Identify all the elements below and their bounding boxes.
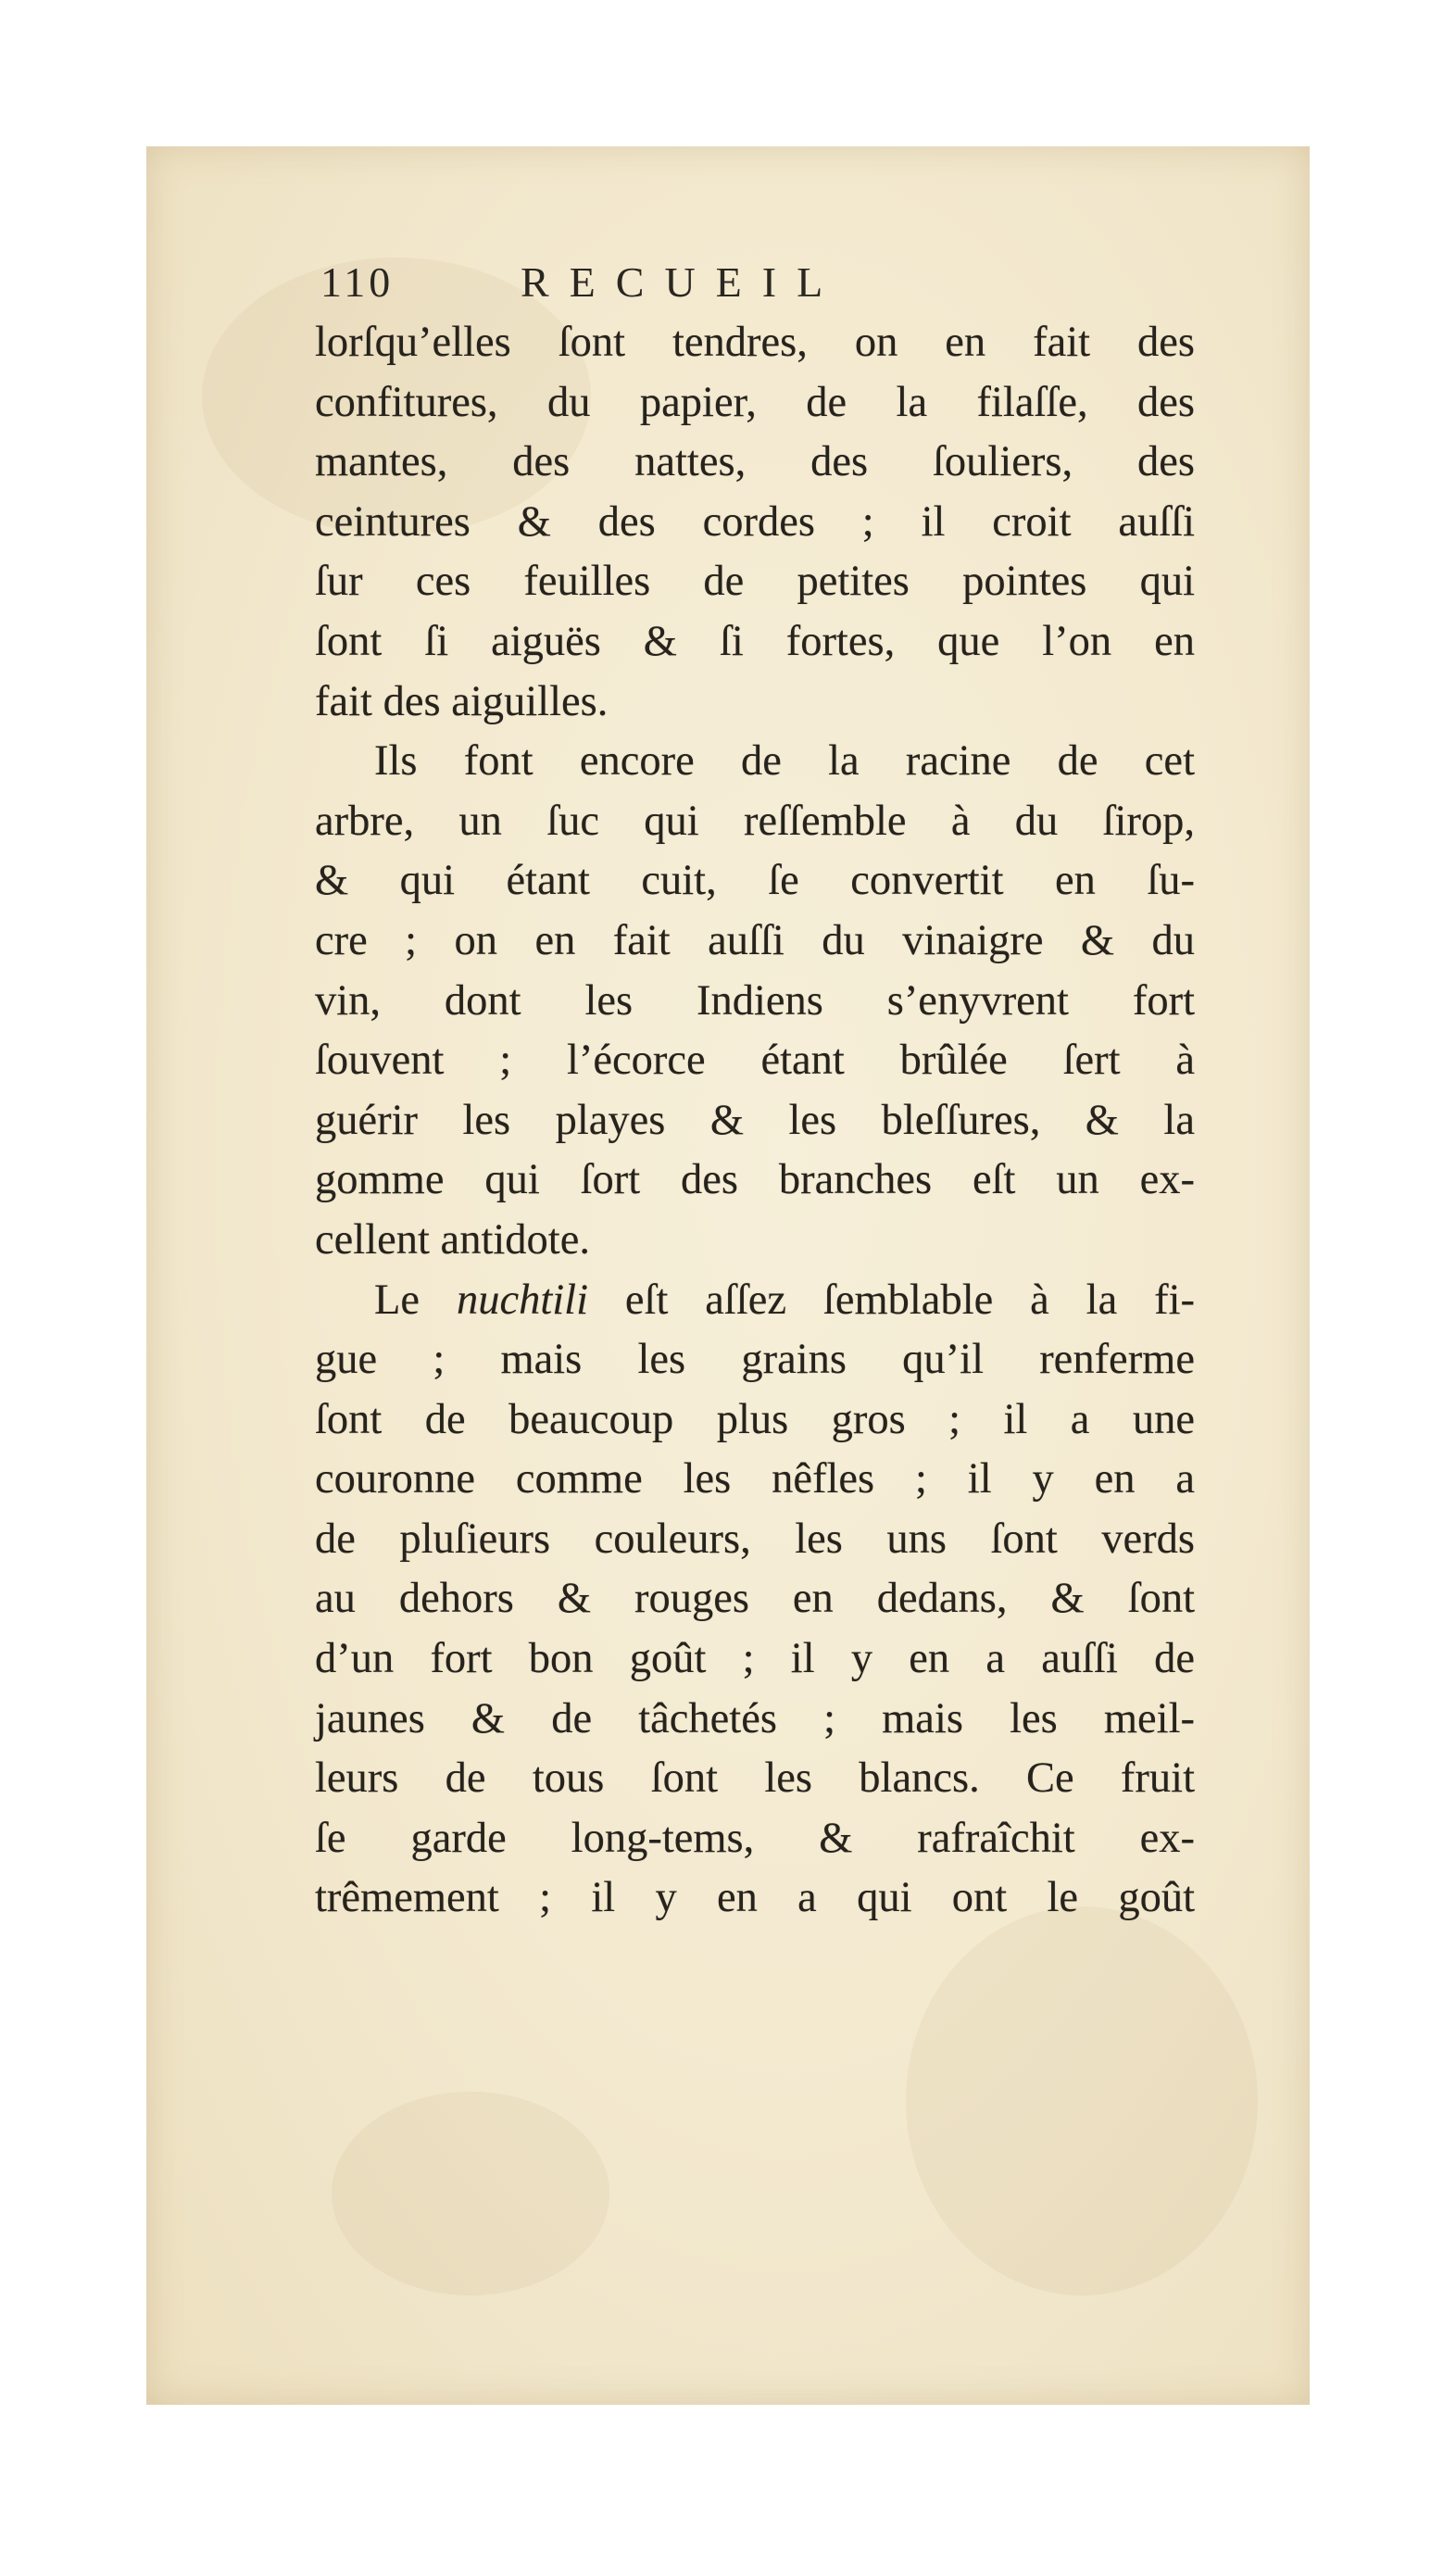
text-line: ceintures & des cordes ; il croit auſſi (315, 497, 1195, 546)
paper-stain (906, 1906, 1258, 2295)
text-line: ſouvent ; l’écorce étant brûlée ſert à (315, 1037, 1195, 1085)
text-line: arbre, un ſuc qui reſſemble à du ſirop, (315, 797, 1195, 845)
text-line: fait des aiguilles. (315, 677, 609, 725)
text-line: mantes, des nattes, des ſouliers, des (315, 438, 1195, 486)
text-line: leurs de tous ſont les blancs. Ce fruit (315, 1754, 1195, 1803)
text-line: gue ; mais les grains qu’il renferme (315, 1336, 1195, 1384)
text-line: & qui étant cuit, ſe convertit en ſu- (315, 857, 1195, 905)
text-line: gomme qui ſort des branches eſt un ex- (315, 1156, 1195, 1204)
page-number: 110 (320, 258, 395, 306)
text-line: de pluſieurs couleurs, les uns ſont verds (315, 1515, 1195, 1563)
text-line: guérir les playes & les bleſſures, & la (315, 1096, 1195, 1144)
italic-term: nuchtili (456, 1276, 589, 1324)
text-line: Ils font encore de la racine de cet (374, 737, 1195, 786)
text-line: au dehors & rouges en dedans, & ſont (315, 1575, 1195, 1623)
text-line: vin, dont les Indiens s’enyvrent fort (315, 976, 1195, 1025)
text-line: trêmement ; il y en a qui ont le goût (315, 1874, 1195, 1922)
text-line: jaunes & de tâchetés ; mais les meil- (315, 1694, 1195, 1742)
text-line: cellent antidote. (315, 1215, 590, 1264)
text-line: lorſqu’elles ſont tendres, on en fait des (315, 319, 1195, 366)
text-line: couronne comme les nêfles ; il y en a (315, 1455, 1195, 1503)
text-line: ſur ces feuilles de petites pointes qui (315, 558, 1195, 606)
text-line: ſont ſi aiguës & ſi fortes, que l’on en (315, 617, 1195, 665)
text-line: ſe garde long-tems, & rafraîchit ex- (315, 1814, 1195, 1862)
text-line: ſont de beaucoup plus gros ; il a une (315, 1395, 1195, 1443)
text-line: cre ; on en fait auſſi du vinaigre & du (315, 916, 1195, 964)
text-line: d’un fort bon goût ; il y en a auſſi de (315, 1635, 1195, 1683)
body-text (315, 313, 1195, 1929)
text-line-rest: eſt aſſez ſemblable à la fi- (624, 1276, 1195, 1324)
running-head: RECUEIL (521, 258, 844, 306)
paper-stain (332, 2092, 609, 2295)
text-line (315, 1271, 1195, 1331)
paragraph-lead: Le (374, 1276, 420, 1324)
text-line: confitures, du papier, de la filaſſe, des (315, 378, 1195, 426)
